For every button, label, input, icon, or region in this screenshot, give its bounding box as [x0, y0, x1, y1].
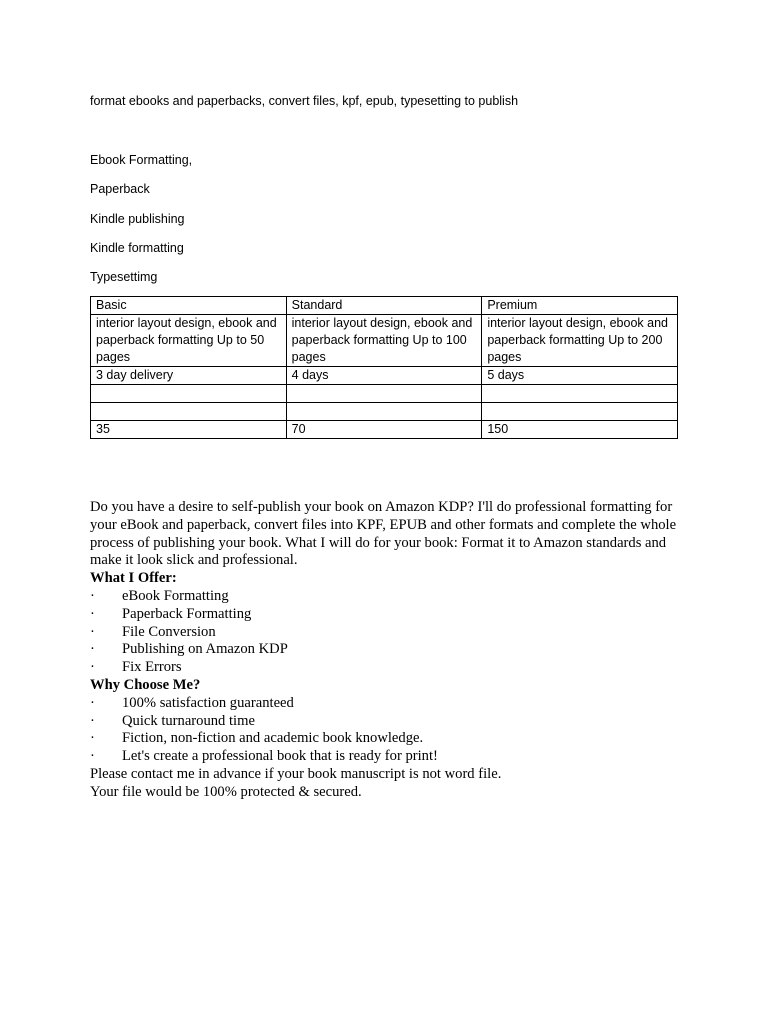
table-row-price: [91, 421, 678, 439]
why-item: [90, 730, 690, 748]
bullet-icon: ·: [90, 605, 95, 622]
why-item-label: Quick turnaround time: [122, 712, 255, 729]
service-item: Typesettimg: [90, 270, 158, 285]
table-cell-empty: [286, 385, 482, 403]
offer-item: [90, 624, 690, 642]
service-item: Kindle formatting: [90, 240, 184, 255]
price-standard: 70: [286, 421, 482, 439]
price-premium: 150: [482, 421, 678, 439]
table-header-row: [91, 297, 678, 315]
bullet-icon: ·: [90, 748, 95, 765]
intro-paragraph: Do you have a desire to self-publish your book on Amazon KDP? I'll do professional formatting for your eBook and paperback, convert files into KPF, EPUB and other formats and complete the whole process of publishing your book. What I will do for your book: Format it to Amazon standards and make it look slick and professional.: [90, 499, 677, 569]
bullet-icon: ·: [90, 712, 95, 729]
bullet-icon: ·: [90, 623, 95, 640]
delivery-basic: 3 day delivery: [91, 367, 287, 385]
header-standard: Standard: [286, 297, 482, 315]
price-basic: 35: [91, 421, 287, 439]
bullet-icon: ·: [90, 694, 95, 711]
service-item: Paperback: [90, 182, 150, 197]
table-row-empty: [91, 385, 678, 403]
delivery-standard: 4 days: [286, 367, 482, 385]
table-cell-empty: [482, 403, 678, 421]
why-title: Why Choose Me?: [90, 676, 201, 693]
table-cell-empty: [286, 403, 482, 421]
description-premium: interior layout design, ebook and paperback formatting Up to 200 pages: [482, 315, 678, 367]
closing-line: Your file would be 100% protected & secured.: [90, 783, 362, 800]
services-list: [90, 152, 192, 298]
table-row-empty: [91, 403, 678, 421]
why-item: [90, 695, 690, 713]
offer-item-label: Paperback Formatting: [122, 605, 252, 622]
why-item-label: Let's create a professional book that is ready for print!: [122, 748, 438, 765]
description-basic: interior layout design, ebook and paperback formatting Up to 50 pages: [91, 315, 287, 367]
bullet-icon: ·: [90, 659, 95, 676]
offer-item: [90, 606, 690, 624]
description-block: [90, 499, 690, 802]
table-cell-empty: [91, 385, 287, 403]
service-item: Kindle publishing: [90, 211, 185, 226]
page-heading: format ebooks and paperbacks, convert files, kpf, epub, typesetting to publish: [90, 94, 519, 108]
why-item-label: 100% satisfaction guaranteed: [122, 694, 294, 711]
table-cell-empty: [482, 385, 678, 403]
why-item: [90, 713, 690, 731]
bullet-icon: ·: [90, 641, 95, 658]
offer-item: [90, 659, 690, 677]
header-premium: Premium: [482, 297, 678, 315]
closing-line: Please contact me in advance if your book manuscript is not word file.: [90, 765, 502, 782]
offer-item-label: Fix Errors: [122, 659, 182, 676]
offer-title: What I Offer:: [90, 570, 177, 587]
description-standard: interior layout design, ebook and paperback formatting Up to 100 pages: [286, 315, 482, 367]
table-row-description: [91, 315, 678, 367]
why-item: [90, 748, 690, 766]
offer-item-label: Publishing on Amazon KDP: [122, 641, 288, 658]
table-cell-empty: [91, 403, 287, 421]
offer-item-label: File Conversion: [122, 623, 216, 640]
service-item: Ebook Formatting,: [90, 153, 193, 167]
offer-item: [90, 588, 690, 606]
bullet-icon: ·: [90, 730, 95, 747]
offer-item: [90, 641, 690, 659]
table-row-delivery: [91, 367, 678, 385]
bullet-icon: ·: [90, 587, 95, 604]
offer-item-label: eBook Formatting: [122, 587, 229, 604]
pricing-table: [90, 296, 678, 439]
header-basic: Basic: [91, 297, 287, 315]
delivery-premium: 5 days: [482, 367, 678, 385]
why-item-label: Fiction, non-fiction and academic book knowledge.: [122, 730, 424, 747]
